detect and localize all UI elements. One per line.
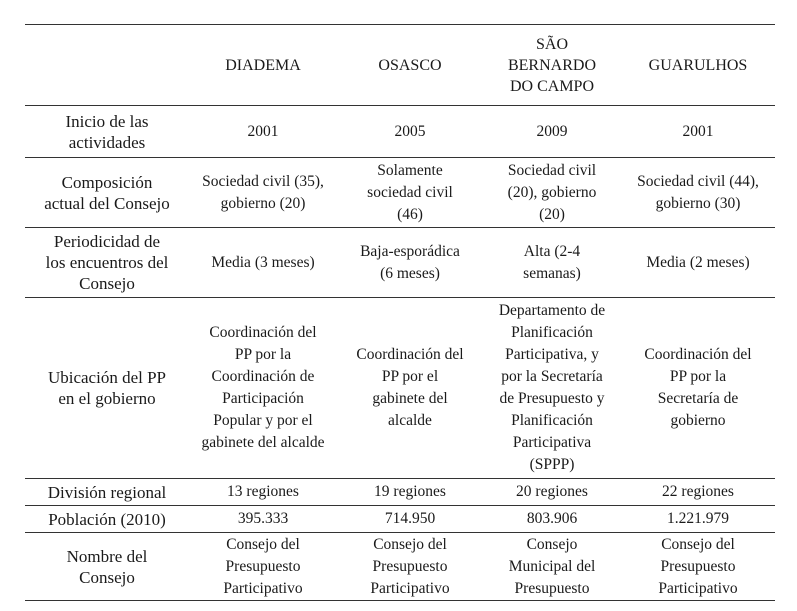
table-cell: Media (2 meses) (646, 253, 750, 271)
row-header: Población (2010) (48, 509, 166, 529)
table-cell: Sociedad civil (20), gobierno (20) (507, 161, 597, 223)
table-row-division (25, 479, 775, 506)
row-header: Ubicación del PP en el gobierno (47, 368, 167, 408)
table-cell: Sociedad civil (44), gobierno (30) (637, 172, 759, 212)
table-row-composicion (25, 158, 775, 228)
table-cell: 2009 (536, 122, 568, 140)
table-row-poblacion (25, 506, 775, 533)
table-cell: Baja-esporádica (6 meses) (360, 242, 460, 282)
column-header-guarulhos: GUARULHOS (648, 56, 748, 74)
row-header: Periodicidad de los encuentros del Consejo (45, 232, 169, 293)
row-header: División regional (47, 482, 167, 502)
row-header: Composición actual del Consejo (44, 172, 170, 213)
table-cell: Departamento de Planificación Participativa, y por la Secretaría de Presupuesto y Planificación Participativa (SPPP) (498, 302, 606, 473)
table-cell: Solamente sociedad civil (46) (367, 161, 453, 223)
table-cell: 803.906 (526, 510, 578, 527)
table-cell: 19 regiones (374, 483, 446, 500)
table-cell: 2001 (247, 122, 279, 140)
table-cell: Coordinación del PP por la Secretaría de gobierno (644, 346, 752, 429)
table-cell: Coordinación del PP por la Coordinación de Participación Popular y por el gabinete del alcalde (201, 324, 325, 451)
table-cell: 20 regiones (516, 483, 588, 500)
table-cell: 1.221.979 (667, 510, 729, 527)
row-header: Inicio de las actividades (65, 111, 149, 152)
table-cell: Sociedad civil (35), gobierno (20) (202, 172, 324, 212)
table-cell: 13 regiones (227, 483, 299, 500)
table-cell: Consejo Municipal del Presupuesto (508, 535, 596, 597)
row-header: Nombre del Consejo (66, 546, 148, 587)
table-cell: Consejo del Presupuesto Participativo (658, 535, 738, 597)
table-cell: Consejo del Presupuesto Participativo (370, 535, 450, 597)
column-header-osasco: OSASCO (378, 56, 442, 74)
table-cell: 2001 (682, 122, 714, 140)
column-header-sao-bernardo: SÃO BERNARDO DO CAMPO (507, 35, 596, 95)
table-cell: Alta (2-4 semanas) (523, 242, 581, 282)
header-corner-cell (25, 25, 189, 106)
table-row-periodicidad (25, 228, 775, 298)
column-header-diadema: DIADEMA (225, 56, 301, 74)
table-header-row (25, 25, 775, 106)
table-cell: 395.333 (237, 510, 289, 527)
table-cell: Media (3 meses) (211, 253, 315, 271)
comparison-table (25, 24, 775, 601)
table-cell: 714.950 (384, 510, 436, 527)
table-cell: Coordinación del PP por el gabinete del alcalde (356, 346, 464, 429)
table-cell: 2005 (394, 122, 426, 140)
table-cell: Consejo del Presupuesto Participativo (223, 535, 303, 597)
table-cell: 22 regiones (662, 483, 734, 500)
table-row-ubicacion (25, 298, 775, 479)
table-row-nombre (25, 533, 775, 601)
table-row-inicio (25, 106, 775, 158)
